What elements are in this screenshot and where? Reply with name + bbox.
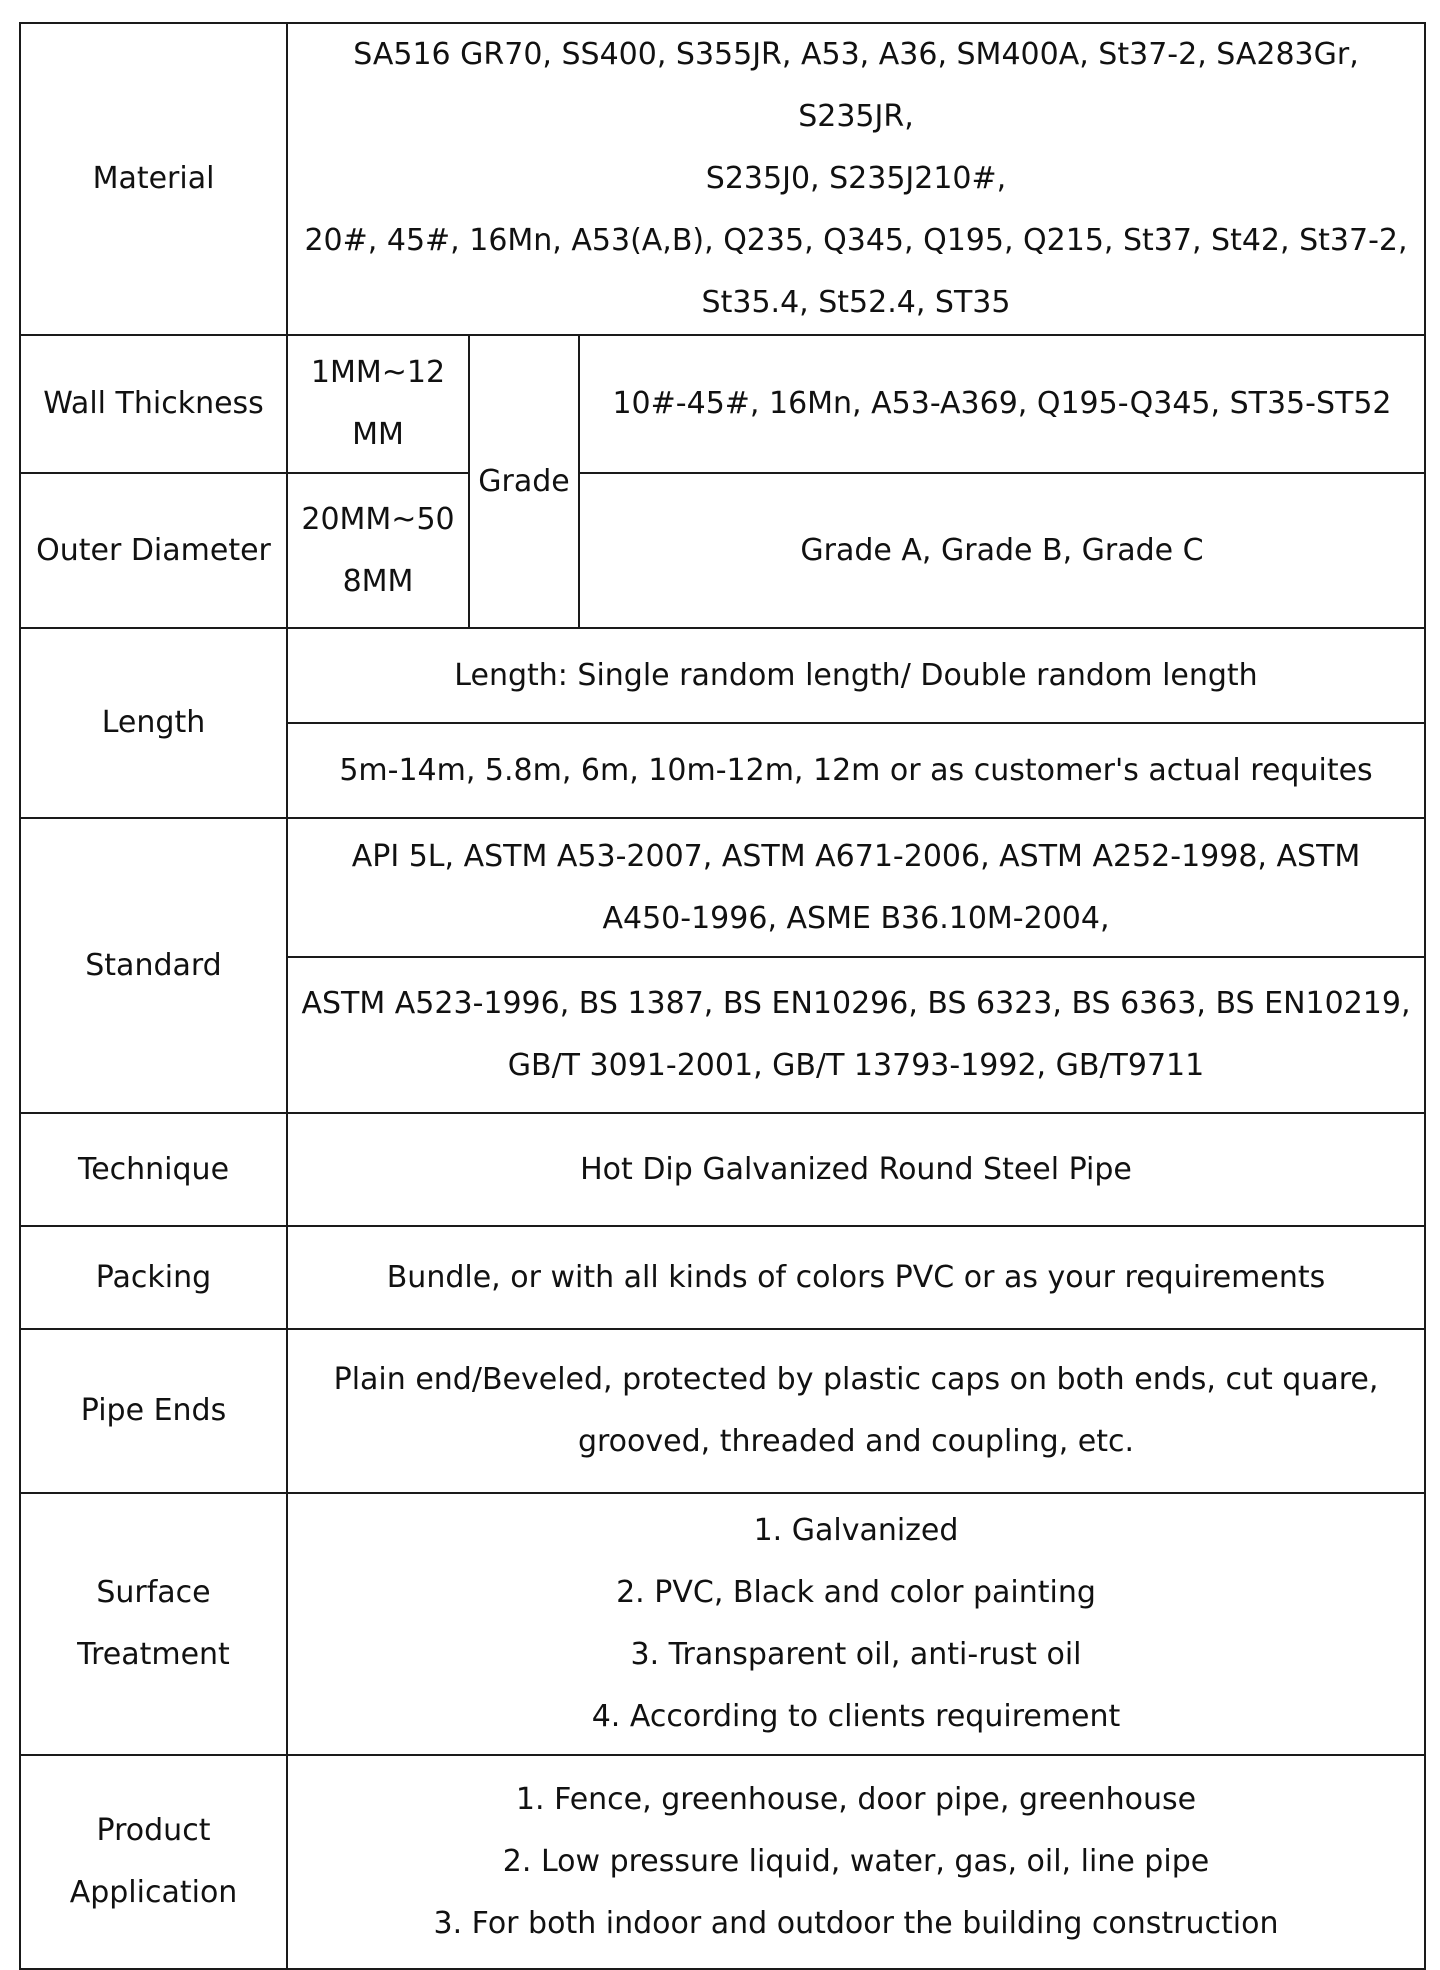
packing-value: Bundle, or with all kinds of colors PVC or as your requirements bbox=[287, 1226, 1425, 1329]
spec-table bbox=[19, 22, 1426, 1970]
surface-treatment-line: 3. Transparent oil, anti-rust oil bbox=[630, 1637, 1082, 1672]
pipe-ends-line: Plain end/Beveled, protected by plastic caps on both ends, cut quare, bbox=[333, 1362, 1379, 1397]
wall-thickness-value bbox=[287, 335, 469, 473]
standard-line: GB/T 3091-2001, GB/T 13793-1992, GB/T9711 bbox=[507, 1048, 1205, 1083]
product-application-label bbox=[20, 1755, 287, 1969]
grade-value-letter: Grade A, Grade B, Grade C bbox=[579, 473, 1425, 628]
material-label: Material bbox=[20, 23, 287, 335]
pipe-ends-line: grooved, threaded and coupling, etc. bbox=[577, 1424, 1135, 1459]
row-material bbox=[20, 23, 1425, 335]
material-value bbox=[287, 23, 1425, 335]
product-application-line: 1. Fence, greenhouse, door pipe, greenhouse bbox=[515, 1782, 1197, 1817]
material-line: S235J0, S235J210#, bbox=[705, 161, 1007, 196]
length-type-value: Length: Single random length/ Double random length bbox=[287, 628, 1425, 723]
material-line: SA516 GR70, SS400, S355JR, A53, A36, SM400A, St37-2, SA283Gr, S235JR, bbox=[353, 37, 1359, 134]
length-sizes-value: 5m-14m, 5.8m, 6m, 10m-12m, 12m or as customer's actual requites bbox=[287, 723, 1425, 818]
standard-label: Standard bbox=[20, 818, 287, 1113]
outer-diameter-value bbox=[287, 473, 469, 628]
product-application-line: 2. Low pressure liquid, water, gas, oil, line pipe bbox=[502, 1844, 1210, 1879]
surface-treatment-line: 1. Galvanized bbox=[753, 1513, 959, 1548]
row-wall-thickness bbox=[20, 335, 1425, 473]
product-application-label-line: Product bbox=[96, 1813, 211, 1848]
row-surface-treatment bbox=[20, 1493, 1425, 1755]
grade-label: Grade bbox=[469, 335, 579, 628]
grade-value-steel: 10#-45#, 16Mn, A53-A369, Q195-Q345, ST35-ST52 bbox=[579, 335, 1425, 473]
length-label: Length bbox=[20, 628, 287, 818]
standard-value-block bbox=[287, 818, 1425, 957]
row-outer-diameter bbox=[20, 473, 1425, 628]
standard-line: API 5L, ASTM A53-2007, ASTM A671-2006, ASTM A252-1998, ASTM bbox=[351, 838, 1361, 874]
surface-treatment-label-line: Surface bbox=[96, 1575, 211, 1610]
pipe-ends-value bbox=[287, 1329, 1425, 1493]
surface-treatment-value bbox=[287, 1493, 1425, 1755]
wall-thickness-label: Wall Thickness bbox=[20, 335, 287, 473]
row-standard-a bbox=[20, 818, 1425, 957]
material-line: 20#, 45#, 16Mn, A53(A,B), Q235, Q345, Q195, Q215, St37, St42, St37-2, bbox=[304, 223, 1408, 258]
outer-diameter-line: 8MM bbox=[342, 563, 414, 599]
row-product-application bbox=[20, 1755, 1425, 1969]
wall-thickness-line: MM bbox=[352, 417, 404, 452]
product-application-value bbox=[287, 1755, 1425, 1969]
row-packing bbox=[20, 1226, 1425, 1329]
surface-treatment-line: 2. PVC, Black and color painting bbox=[616, 1575, 1096, 1610]
surface-treatment-label bbox=[20, 1493, 287, 1755]
surface-treatment-label-line: Treatment bbox=[77, 1637, 230, 1672]
surface-treatment-line: 4. According to clients requirement bbox=[591, 1699, 1121, 1734]
standard-value-block bbox=[287, 957, 1425, 1113]
product-application-line: 3. For both indoor and outdoor the building construction bbox=[433, 1906, 1279, 1941]
outer-diameter-line: 20MM~50 bbox=[301, 501, 455, 537]
standard-line: A450-1996, ASME B36.10M-2004, bbox=[602, 900, 1110, 936]
outer-diameter-label: Outer Diameter bbox=[20, 473, 287, 628]
pipe-ends-label: Pipe Ends bbox=[20, 1329, 287, 1493]
packing-label: Packing bbox=[20, 1226, 287, 1329]
material-line: St35.4, St52.4, ST35 bbox=[701, 285, 1011, 320]
technique-label: Technique bbox=[20, 1113, 287, 1226]
row-pipe-ends bbox=[20, 1329, 1425, 1493]
wall-thickness-line: 1MM~12 bbox=[310, 355, 446, 390]
product-application-label-line: Application bbox=[69, 1875, 238, 1910]
row-length-type bbox=[20, 628, 1425, 723]
standard-line: ASTM A523-1996, BS 1387, BS EN10296, BS 6323, BS 6363, BS EN10219, bbox=[301, 986, 1411, 1021]
technique-value: Hot Dip Galvanized Round Steel Pipe bbox=[287, 1113, 1425, 1226]
row-technique bbox=[20, 1113, 1425, 1226]
